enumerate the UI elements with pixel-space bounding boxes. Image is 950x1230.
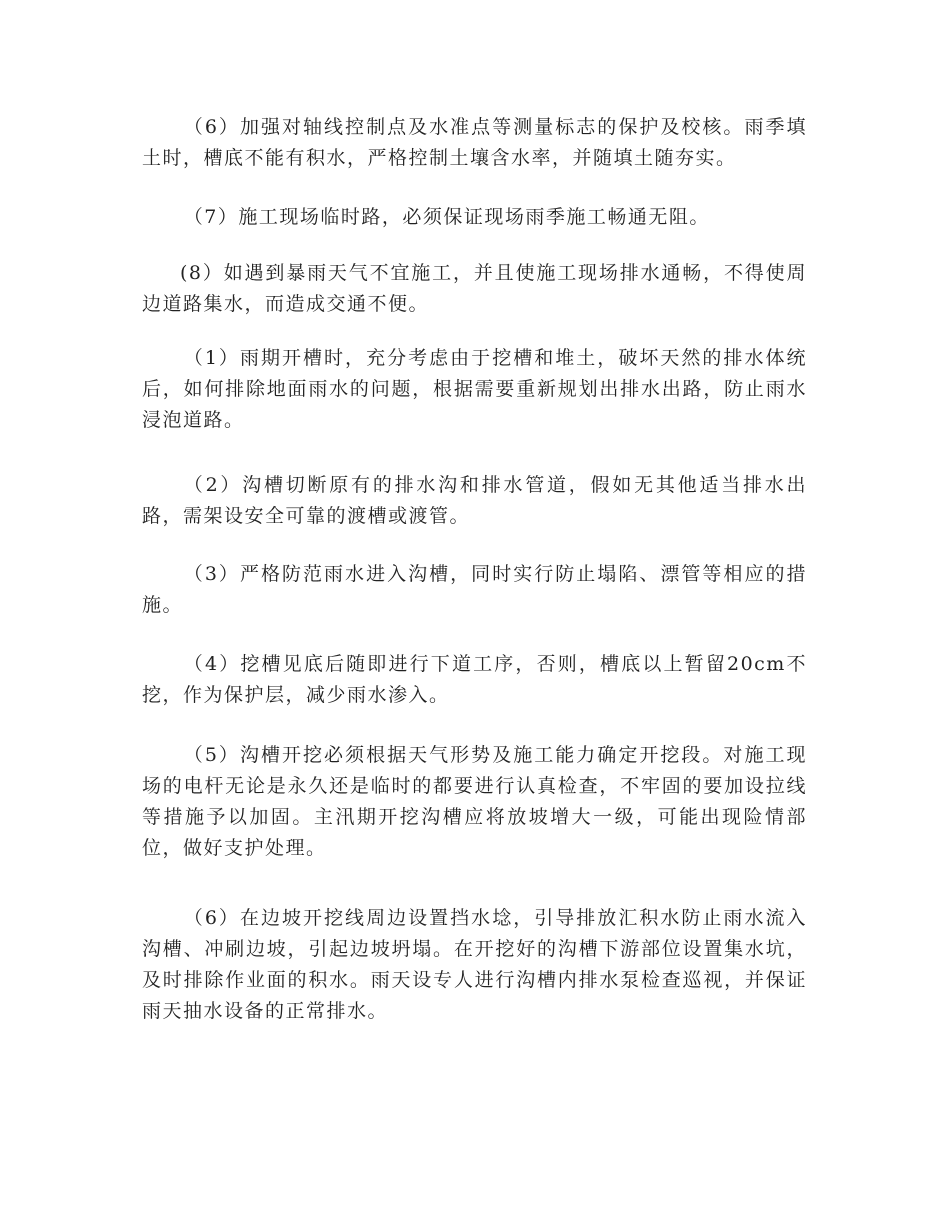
paragraph-5-excavation-sections: （5）沟槽开挖必须根据天气形势及施工能力确定开挖段。对施工现场的电杆无论是永久还是临时的都要进行认真检查，不牢固的要加设拉线等措施予以加固。主汛期开挖沟槽应将放坡增大一级，可能出现险情部位，做好支护处理。 bbox=[142, 744, 807, 859]
paragraph-7-temporary-road: （7）施工现场临时路，必须保证现场雨季施工畅通无阻。 bbox=[183, 206, 710, 228]
paragraph-6-survey-markers: （6）加强对轴线控制点及水准点等测量标志的保护及校核。雨季填土时，槽底不能有积水，严格控制土壤含水率，并随填土随夯实。 bbox=[142, 116, 807, 169]
paragraph-1-trench-drainage: （1）雨期开槽时，充分考虑由于挖槽和堆土，破坏天然的排水体统后，如何排除地面雨水的问题，根据需要重新规划出排水出路，防止雨水浸泡道路。 bbox=[142, 347, 807, 431]
paragraph-3-rain-prevention: （3）严格防范雨水进入沟槽，同时实行防止塌陷、漂管等相应的措施。 bbox=[142, 563, 807, 616]
paragraph-2-drainage-channels: （2）沟槽切断原有的排水沟和排水管道，假如无其他适当排水出路，需架设安全可靠的渡槽或渡管。 bbox=[142, 474, 807, 527]
paragraph-8-rainstorm: (8）如遇到暴雨天气不宜施工，并且使施工现场排水通畅，不得使周边道路集水，而造成交通不便。 bbox=[142, 262, 807, 315]
paragraph-6-slope-protection: （6）在边坡开挖线周边设置挡水埝，引导排放汇积水防止雨水流入沟槽、冲刷边坡，引起边坡坍塌。在开挖好的沟槽下游部位设置集水坑，及时排除作业面的积水。雨天设专人进行沟槽内排水泵检查巡视，并保证雨天抽水设备的正常排水。 bbox=[142, 907, 807, 1022]
paragraph-4-protective-layer: （4）挖槽见底后随即进行下道工序，否则，槽底以上暂留20cm不挖，作为保护层，减少雨水渗入。 bbox=[142, 653, 807, 706]
